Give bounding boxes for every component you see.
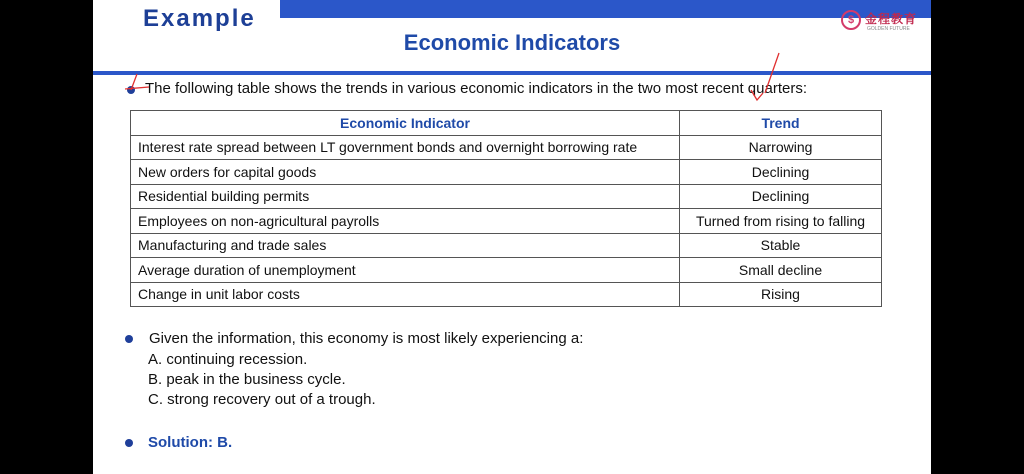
logo-english-text: GOLDEN FUTURE [867, 26, 910, 32]
trend-cell: Declining [680, 160, 882, 185]
trend-cell: Rising [680, 282, 882, 307]
option-a: A. continuing recession. [148, 351, 308, 368]
header-bar [280, 0, 931, 18]
slide [93, 0, 931, 474]
indicator-cell: New orders for capital goods [131, 160, 680, 185]
option-c: C. strong recovery out of a trough. [148, 391, 376, 408]
table-row [131, 160, 882, 185]
indicator-cell: Interest rate spread between LT government bonds and overnight borrowing rate [131, 135, 680, 160]
option-b: B. peak in the business cycle. [148, 371, 346, 388]
indicator-cell: Residential building permits [131, 184, 680, 209]
column-header-indicator: Economic Indicator [131, 111, 680, 136]
trend-cell: Narrowing [680, 135, 882, 160]
section-label: Example [143, 5, 256, 32]
intro-text: The following table shows the trends in various economic indicators in the two most recent quarters: [145, 80, 807, 97]
logo [841, 10, 921, 36]
table-header-row [131, 111, 882, 136]
table-row [131, 258, 882, 283]
table-row [131, 184, 882, 209]
indicator-table [130, 110, 882, 307]
indicator-cell: Average duration of unemployment [131, 258, 680, 283]
column-header-trend: Trend [680, 111, 882, 136]
table-row [131, 209, 882, 234]
question-text: Given the information, this economy is most likely experiencing a: [149, 330, 584, 347]
trend-cell: Stable [680, 233, 882, 258]
indicator-cell: Employees on non-agricultural payrolls [131, 209, 680, 234]
annotation-mark-icon [123, 70, 153, 100]
indicator-cell: Manufacturing and trade sales [131, 233, 680, 258]
solution-text: Solution: B. [148, 434, 233, 451]
answer-options [148, 350, 376, 410]
header-divider [93, 71, 931, 75]
golden-future-logo-icon: $ [841, 10, 861, 30]
trend-cell: Small decline [680, 258, 882, 283]
annotation-check-icon [743, 50, 783, 105]
table-row [131, 282, 882, 307]
bullet-icon [125, 335, 133, 343]
table-row [131, 233, 882, 258]
page-title: Economic Indicators [403, 30, 621, 55]
table-row [131, 135, 882, 160]
bullet-icon [125, 439, 133, 447]
logo-chinese-text: 金程教育 [865, 12, 918, 26]
trend-cell: Turned from rising to falling [680, 209, 882, 234]
trend-cell: Declining [680, 184, 882, 209]
indicator-cell: Change in unit labor costs [131, 282, 680, 307]
